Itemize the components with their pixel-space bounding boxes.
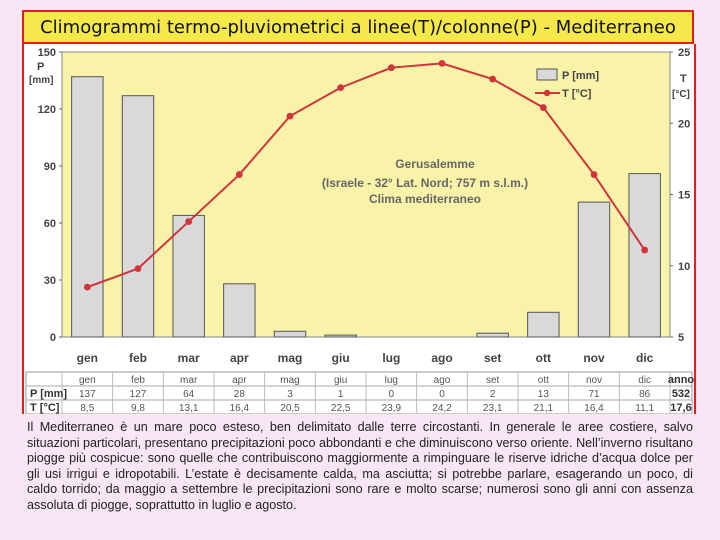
precipitation-bar <box>274 331 305 337</box>
table-precipitation-cell: 71 <box>588 389 600 400</box>
table-precipitation-total: 532 <box>671 388 691 400</box>
legend-marker-swatch <box>544 90 550 96</box>
precipitation-bar <box>173 215 204 337</box>
left-tick-label: 90 <box>43 161 56 173</box>
table-total-header: anno <box>667 374 694 386</box>
table-precipitation-cell: 137 <box>78 389 96 400</box>
right-tick-label: 20 <box>678 118 691 131</box>
table-row-label-temperature: T [°C] <box>30 402 60 414</box>
month-label: ott <box>535 351 551 365</box>
temperature-point <box>591 171 598 178</box>
table-precipitation-cell: 13 <box>537 389 549 400</box>
legend-item-precipitation: P [mm] <box>562 70 600 82</box>
table-precipitation-cell: 0 <box>388 389 395 400</box>
legend-bar-swatch <box>537 69 557 80</box>
right-tick-label: 15 <box>678 189 691 202</box>
precipitation-bar <box>122 96 153 337</box>
table-precipitation-cell: 28 <box>233 389 245 400</box>
precipitation-bar <box>477 333 508 337</box>
table-temperature-cell: 16,4 <box>584 403 604 414</box>
table-precipitation-cell: 64 <box>183 389 195 400</box>
precipitation-bar <box>578 202 609 337</box>
month-label: feb <box>129 351 147 365</box>
month-label: lug <box>382 351 401 365</box>
temperature-point <box>287 113 294 120</box>
precipitation-bar <box>325 335 356 337</box>
month-label: set <box>483 351 502 365</box>
table-precipitation-cell: 86 <box>639 389 651 400</box>
table-temperature-cell: 21,1 <box>533 403 554 414</box>
temperature-point <box>439 60 446 67</box>
month-label: dic <box>635 351 654 365</box>
table-temperature-cell: 16,4 <box>229 403 250 414</box>
right-axis-unit: [°C] <box>672 89 690 100</box>
annotation-station: Gerusalemme <box>395 157 475 171</box>
table-precipitation-cell: 1 <box>337 389 344 400</box>
left-axis-unit: [mm] <box>29 75 54 86</box>
table-temperature-cell: 11,1 <box>635 403 655 414</box>
table-precipitation-cell: 127 <box>129 389 147 400</box>
temperature-point <box>540 104 547 111</box>
climograph-chart <box>24 44 694 414</box>
table-month-header: mag <box>280 375 300 386</box>
month-label: gen <box>76 351 99 365</box>
left-tick-label: 60 <box>43 218 56 230</box>
temperature-point <box>135 265 142 272</box>
table-precipitation-cell: 0 <box>439 389 445 400</box>
table-temperature-cell: 9,8 <box>131 403 145 414</box>
right-tick-label: 10 <box>678 260 691 273</box>
table-month-header: ott <box>537 375 549 386</box>
table-temperature-cell: 22,5 <box>330 403 351 414</box>
right-tick-label: 25 <box>678 47 691 59</box>
legend-item-temperature: T [°C] <box>562 88 592 100</box>
table-month-header: nov <box>585 375 603 386</box>
table-temperature-cell: 20,5 <box>280 403 300 414</box>
table-month-header: apr <box>232 375 247 386</box>
precipitation-bar <box>224 284 255 337</box>
month-label: apr <box>229 351 249 365</box>
precipitation-bar <box>629 174 660 337</box>
table-month-header: dic <box>638 375 652 386</box>
table-month-header: giu <box>333 375 348 386</box>
left-tick-label: 30 <box>43 275 56 287</box>
annotation-climate: Clima mediterraneo <box>368 192 482 206</box>
table-precipitation-cell: 2 <box>489 389 496 400</box>
table-month-header: gen <box>78 375 96 386</box>
table-month-header: feb <box>131 375 145 386</box>
temperature-point <box>185 218 192 225</box>
table-row-label-precipitation: P [mm] <box>30 388 68 400</box>
left-axis-label: P <box>37 61 45 73</box>
table-temperature-cell: 24,2 <box>432 403 452 414</box>
precipitation-bar <box>528 312 559 337</box>
month-label: giu <box>331 351 350 365</box>
month-label: nov <box>583 351 605 365</box>
month-label: mar <box>177 351 200 365</box>
right-axis-label: T <box>680 73 687 85</box>
temperature-point <box>84 284 91 291</box>
table-month-header: ago <box>433 375 451 386</box>
table-temperature-total: 17,6 <box>670 402 692 414</box>
climograph-panel <box>22 44 696 414</box>
table-month-header: mar <box>180 375 198 386</box>
annotation-coordinates: (Israele - 32° Lat. Nord; 757 m s.l.m.) <box>321 176 529 190</box>
table-month-header: lug <box>384 375 399 386</box>
table-temperature-cell: 23,1 <box>482 403 503 414</box>
left-tick-label: 150 <box>37 47 56 59</box>
table-month-header: set <box>485 375 500 386</box>
description-text: Il Mediterraneo è un mare poco esteso, ben delimitato dalle terre circostanti. In generale le aree costiere, salvo situazioni particolari, presentano precipitazioni poco abbondanti e che diminuiscono verso oriente. Nell’inverno risultano piogge più cospicue: sono quelle che contribuiscono maggiormente a rimpinguare le riserve idriche d’acqua dolce per gli usi irrigui e idropotabili. L’estate è decisamente calda, ma asciutta; si potrebbe parlare, esagerando un poco, di caldo torrido; da maggio a settembre le precipitazioni sono rare e molto scarse; numerosi sono gli anni con assenza assoluta di piogge, soprattutto in luglio e agosto. <box>27 420 693 512</box>
left-tick-label: 120 <box>37 104 56 116</box>
temperature-point <box>489 76 496 83</box>
temperature-point <box>388 64 395 71</box>
temperature-point <box>236 171 243 178</box>
table-temperature-cell: 23,9 <box>381 403 402 414</box>
table-temperature-cell: 13,1 <box>178 403 199 414</box>
chart-title: Climogrammi termo-pluviometrici a linee(T)/colonne(P) - Mediterraneo <box>22 10 694 44</box>
table-temperature-cell: 8,5 <box>80 403 95 414</box>
month-label: mag <box>277 351 303 365</box>
temperature-point <box>641 247 648 254</box>
temperature-point <box>337 84 344 91</box>
table-precipitation-cell: 3 <box>287 389 293 400</box>
right-tick-label: 5 <box>678 332 685 344</box>
month-label: ago <box>431 351 453 365</box>
left-tick-label: 0 <box>49 332 56 344</box>
precipitation-bar <box>72 77 103 337</box>
